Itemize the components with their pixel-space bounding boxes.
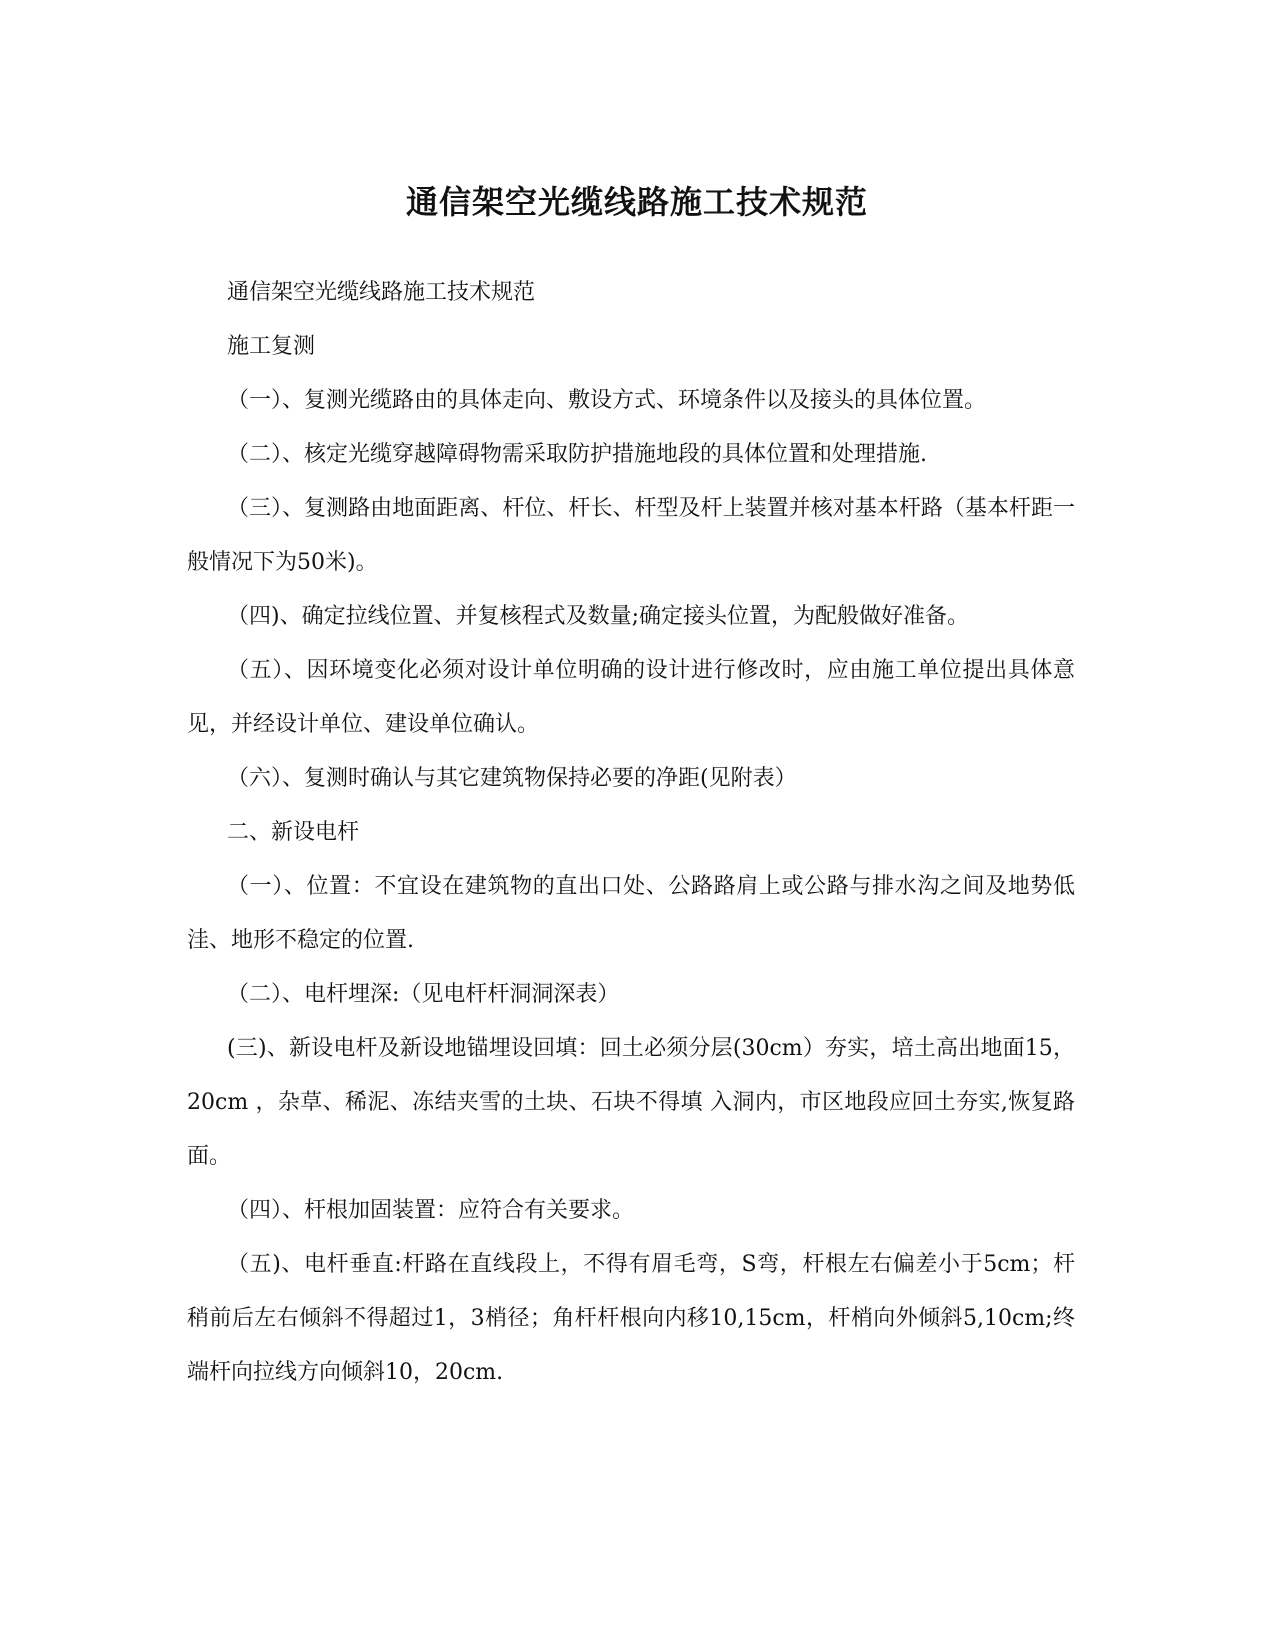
- paragraph-survey-2: （二）、核定光缆穿越障碍物需采取防护措施地段的具体位置和处理措施.: [227, 442, 927, 467]
- paragraph-survey-3: （三）、复测路由地面距离、杆位、杆长、杆型及杆上装置并核对基本杆路（基本杆距一般情况下为50米)。: [187, 496, 1075, 575]
- paragraph-survey-6: （六）、复测时确认与其它建筑物保持必要的净距(见附表）: [227, 766, 797, 791]
- document-body: [187, 266, 1075, 1400]
- paragraph-pole-5: （五)、电杆垂直:杆路在直线段上，不得有眉毛弯，S弯，杆根左右偏差小于5cm；杆稍前后左右倾斜不得超过1，3梢径；角杆杆根向内移10,15cm，杆梢向外倾斜5,10cm;终端杆向拉线方向倾斜10，20cm.: [187, 1252, 1075, 1385]
- paragraph-subtitle: 通信架空光缆线路施工技术规范: [227, 280, 536, 305]
- paragraph-survey-5: （五）、因环境变化必须对设计单位明确的设计进行修改时，应由施工单位提出具体意见，并经设计单位、建设单位确认。: [187, 658, 1075, 737]
- document-title: 通信架空光缆线路施工技术规范: [405, 183, 868, 221]
- paragraph-pole-3: (三)、新设电杆及新设地锚埋设回填：回土必须分层(30cm）夯实，培土高出地面15，20cm ，杂草、稀泥、冻结夹雪的土块、石块不得填 入洞内，市区地段应回土夯实,恢复路面。: [187, 1036, 1075, 1169]
- paragraph-survey-4: （四)、确定拉线位置、并复核程式及数量;确定接头位置，为配般做好准备。: [227, 604, 969, 629]
- paragraph-section-survey: 施工复测: [227, 334, 316, 359]
- paragraph-pole-4: （四）、杆根加固装置：应符合有关要求。: [227, 1198, 635, 1223]
- paragraph-survey-1: （一）、复测光缆路由的具体走向、敷设方式、环境条件以及接头的具体位置。: [227, 388, 987, 413]
- paragraph-section-new-poles: 二、新设电杆: [227, 820, 360, 845]
- paragraph-pole-2: （二）、电杆埋深:（见电杆杆洞洞深表）: [227, 982, 620, 1007]
- paragraph-pole-1: （一）、位置：不宜设在建筑物的直出口处、公路路肩上或公路与排水沟之间及地势低洼、地形不稳定的位置.: [187, 874, 1075, 953]
